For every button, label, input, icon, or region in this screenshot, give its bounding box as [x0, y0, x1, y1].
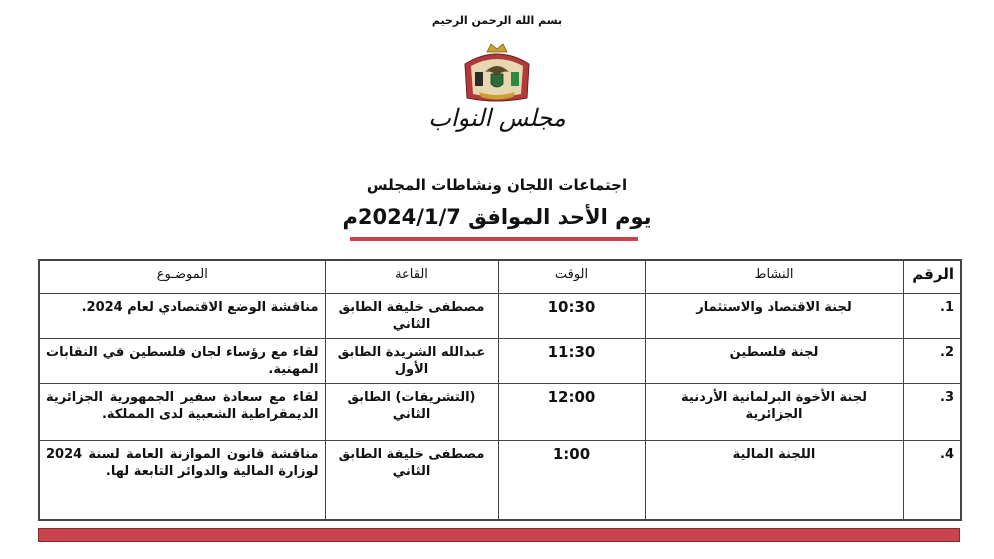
row-number: 4.	[903, 441, 961, 521]
header-hall: القاعة	[325, 260, 498, 294]
row-hall: مصطفى خليفة الطابق الثاني	[325, 441, 498, 521]
table-row	[39, 339, 961, 384]
row-hall: (التشريفات) الطابق الثاني	[325, 384, 498, 441]
header-activity: النشاط	[645, 260, 903, 294]
page-heading: اجتماعات اللجان ونشاطات المجلس	[366, 176, 628, 194]
header-num: الرقم	[903, 260, 961, 294]
jordan-coat-of-arms-emblem	[457, 42, 537, 104]
table-row	[39, 294, 961, 339]
table-row	[39, 441, 961, 521]
date-line: يوم الأحد الموافق 2024/1/7م	[342, 205, 652, 229]
schedule-table-container	[38, 259, 960, 521]
basmala-text: بسم الله الرحمن الرحيم	[431, 14, 563, 27]
header-subject: الموضـوع	[39, 260, 325, 294]
date-underline	[350, 237, 638, 241]
row-activity: اللجنة المالية	[645, 441, 903, 521]
row-time: 1:00	[498, 441, 645, 521]
header-time: الوقت	[498, 260, 645, 294]
row-time: 11:30	[498, 339, 645, 384]
row-activity: لجنة الاقتصاد والاستثمار	[645, 294, 903, 339]
council-name-logo-text: مجلس النواب	[428, 104, 566, 132]
row-number: 3.	[903, 384, 961, 441]
schedule-table	[38, 259, 962, 521]
row-hall: عبدالله الشريدة الطابق الأول	[325, 339, 498, 384]
row-subject: لقاء مع رؤساء لجان فلسطين في النقابات المهنية.	[39, 339, 325, 384]
footer-red-bar	[38, 528, 960, 542]
row-subject: مناقشة قانون الموازنة العامة لسنة 2024 لوزارة المالية والدوائر التابعة لها.	[39, 441, 325, 521]
row-hall: مصطفى خليفة الطابق الثاني	[325, 294, 498, 339]
row-subject: مناقشة الوضع الاقتصادي لعام 2024.	[39, 294, 325, 339]
row-activity: لجنة فلسطين	[645, 339, 903, 384]
table-row	[39, 384, 961, 441]
row-time: 12:00	[498, 384, 645, 441]
row-number: 2.	[903, 339, 961, 384]
row-number: 1.	[903, 294, 961, 339]
row-subject: لقاء مع سعادة سفير الجمهورية الجزائرية الديمقراطية الشعبية لدى المملكة.	[39, 384, 325, 441]
row-activity: لجنة الأخوة البرلمانية الأردنية الجزائرية	[645, 384, 903, 441]
table-header-row	[39, 260, 961, 294]
row-time: 10:30	[498, 294, 645, 339]
